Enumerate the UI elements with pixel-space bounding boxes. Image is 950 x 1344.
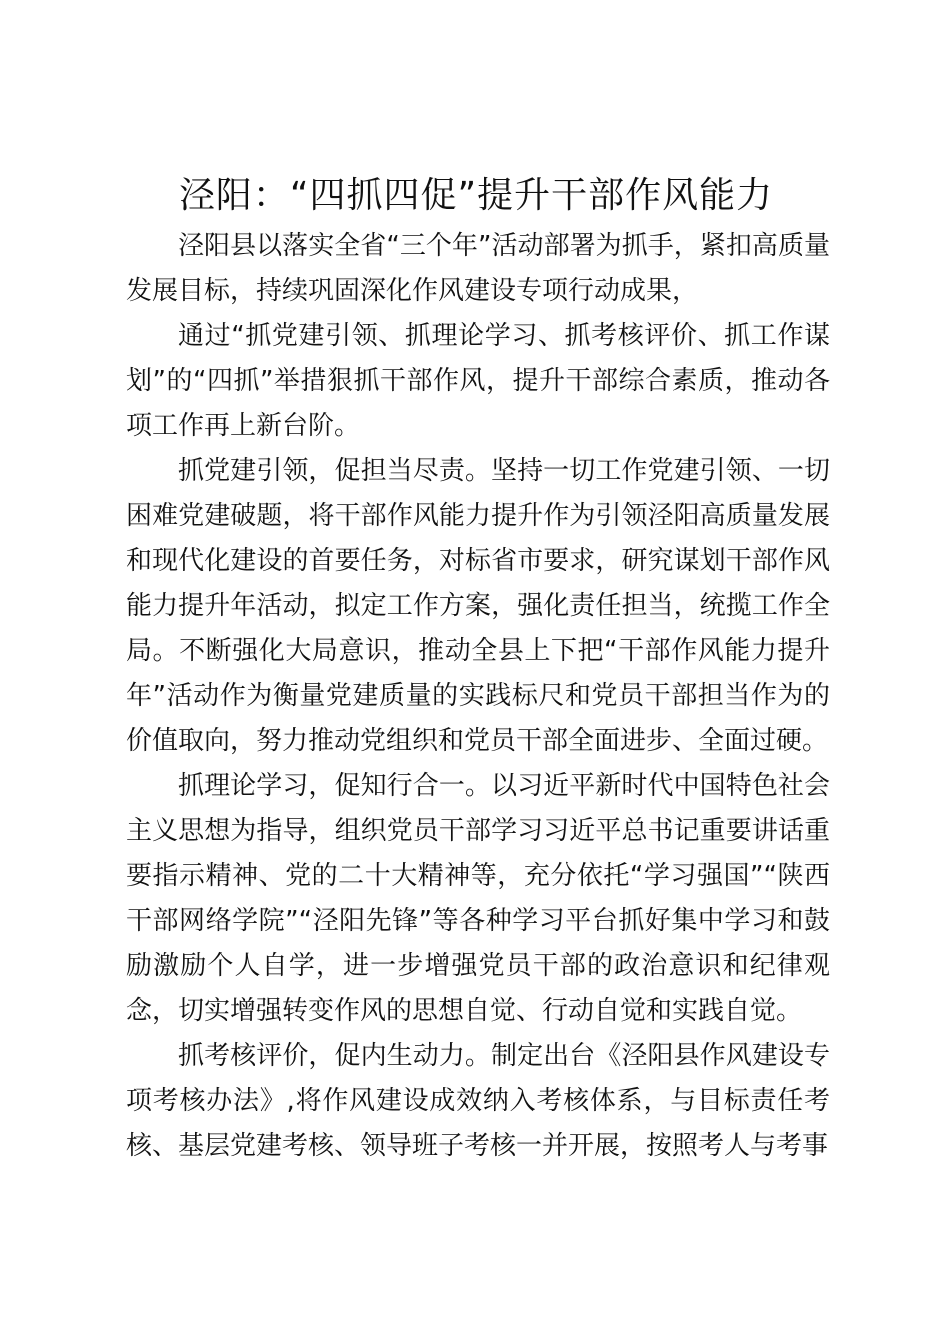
paragraph-party-building: 抓党建引领，促担当尽责。坚持一切工作党建引领、一切困难党建破题，将干部作风能力提升作为引领泾阳高质量发展和现代化建设的首要任务，对标省市要求，研究谋划干部作风能力提升年活动，拟定工作方案，强化责任担当，统揽工作全局。不断强化大局意识，推动全县上下把“干部作风能力提升年”活动作为衡量党建质量的实践标尺和党员干部担当作为的价值取向，努力推动党组织和党员干部全面进步、全面过硬。 bbox=[126, 456, 830, 756]
paragraph-intro: 泾阳县以落实全省“三个年”活动部署为抓手，紧扣高质量发展目标，持续巩固深化作风建设专项行动成果， bbox=[126, 231, 830, 306]
paragraph-four-measures: 通过“抓党建引领、抓理论学习、抓考核评价、抓工作谋划”的“四抓”举措狠抓干部作风，提升干部综合素质，推动各项工作再上新台阶。 bbox=[126, 321, 830, 441]
paragraph-assessment: 抓考核评价，促内生动力。制定出台《泾阳县作风建设专项考核办法》,将作风建设成效纳入考核体系，与目标责任考核、基层党建考核、领导班子考核一并开展，按照考人与考事 bbox=[126, 1041, 830, 1161]
document-body bbox=[126, 224, 830, 1169]
document-title: 泾阳：“四抓四促”提升干部作风能力 bbox=[178, 175, 774, 216]
paragraph-theory-study: 抓理论学习，促知行合一。以习近平新时代中国特色社会主义思想为指导，组织党员干部学习习近平总书记重要讲话重要指示精神、党的二十大精神等，充分依托“学习强国”“陕西干部网络学院”“泾阳先锋”等各种学习平台抓好集中学习和鼓励激励个人自学，进一步增强党员干部的政治意识和纪律观念，切实增强转变作风的思想自觉、行动自觉和实践自觉。 bbox=[126, 771, 830, 1026]
